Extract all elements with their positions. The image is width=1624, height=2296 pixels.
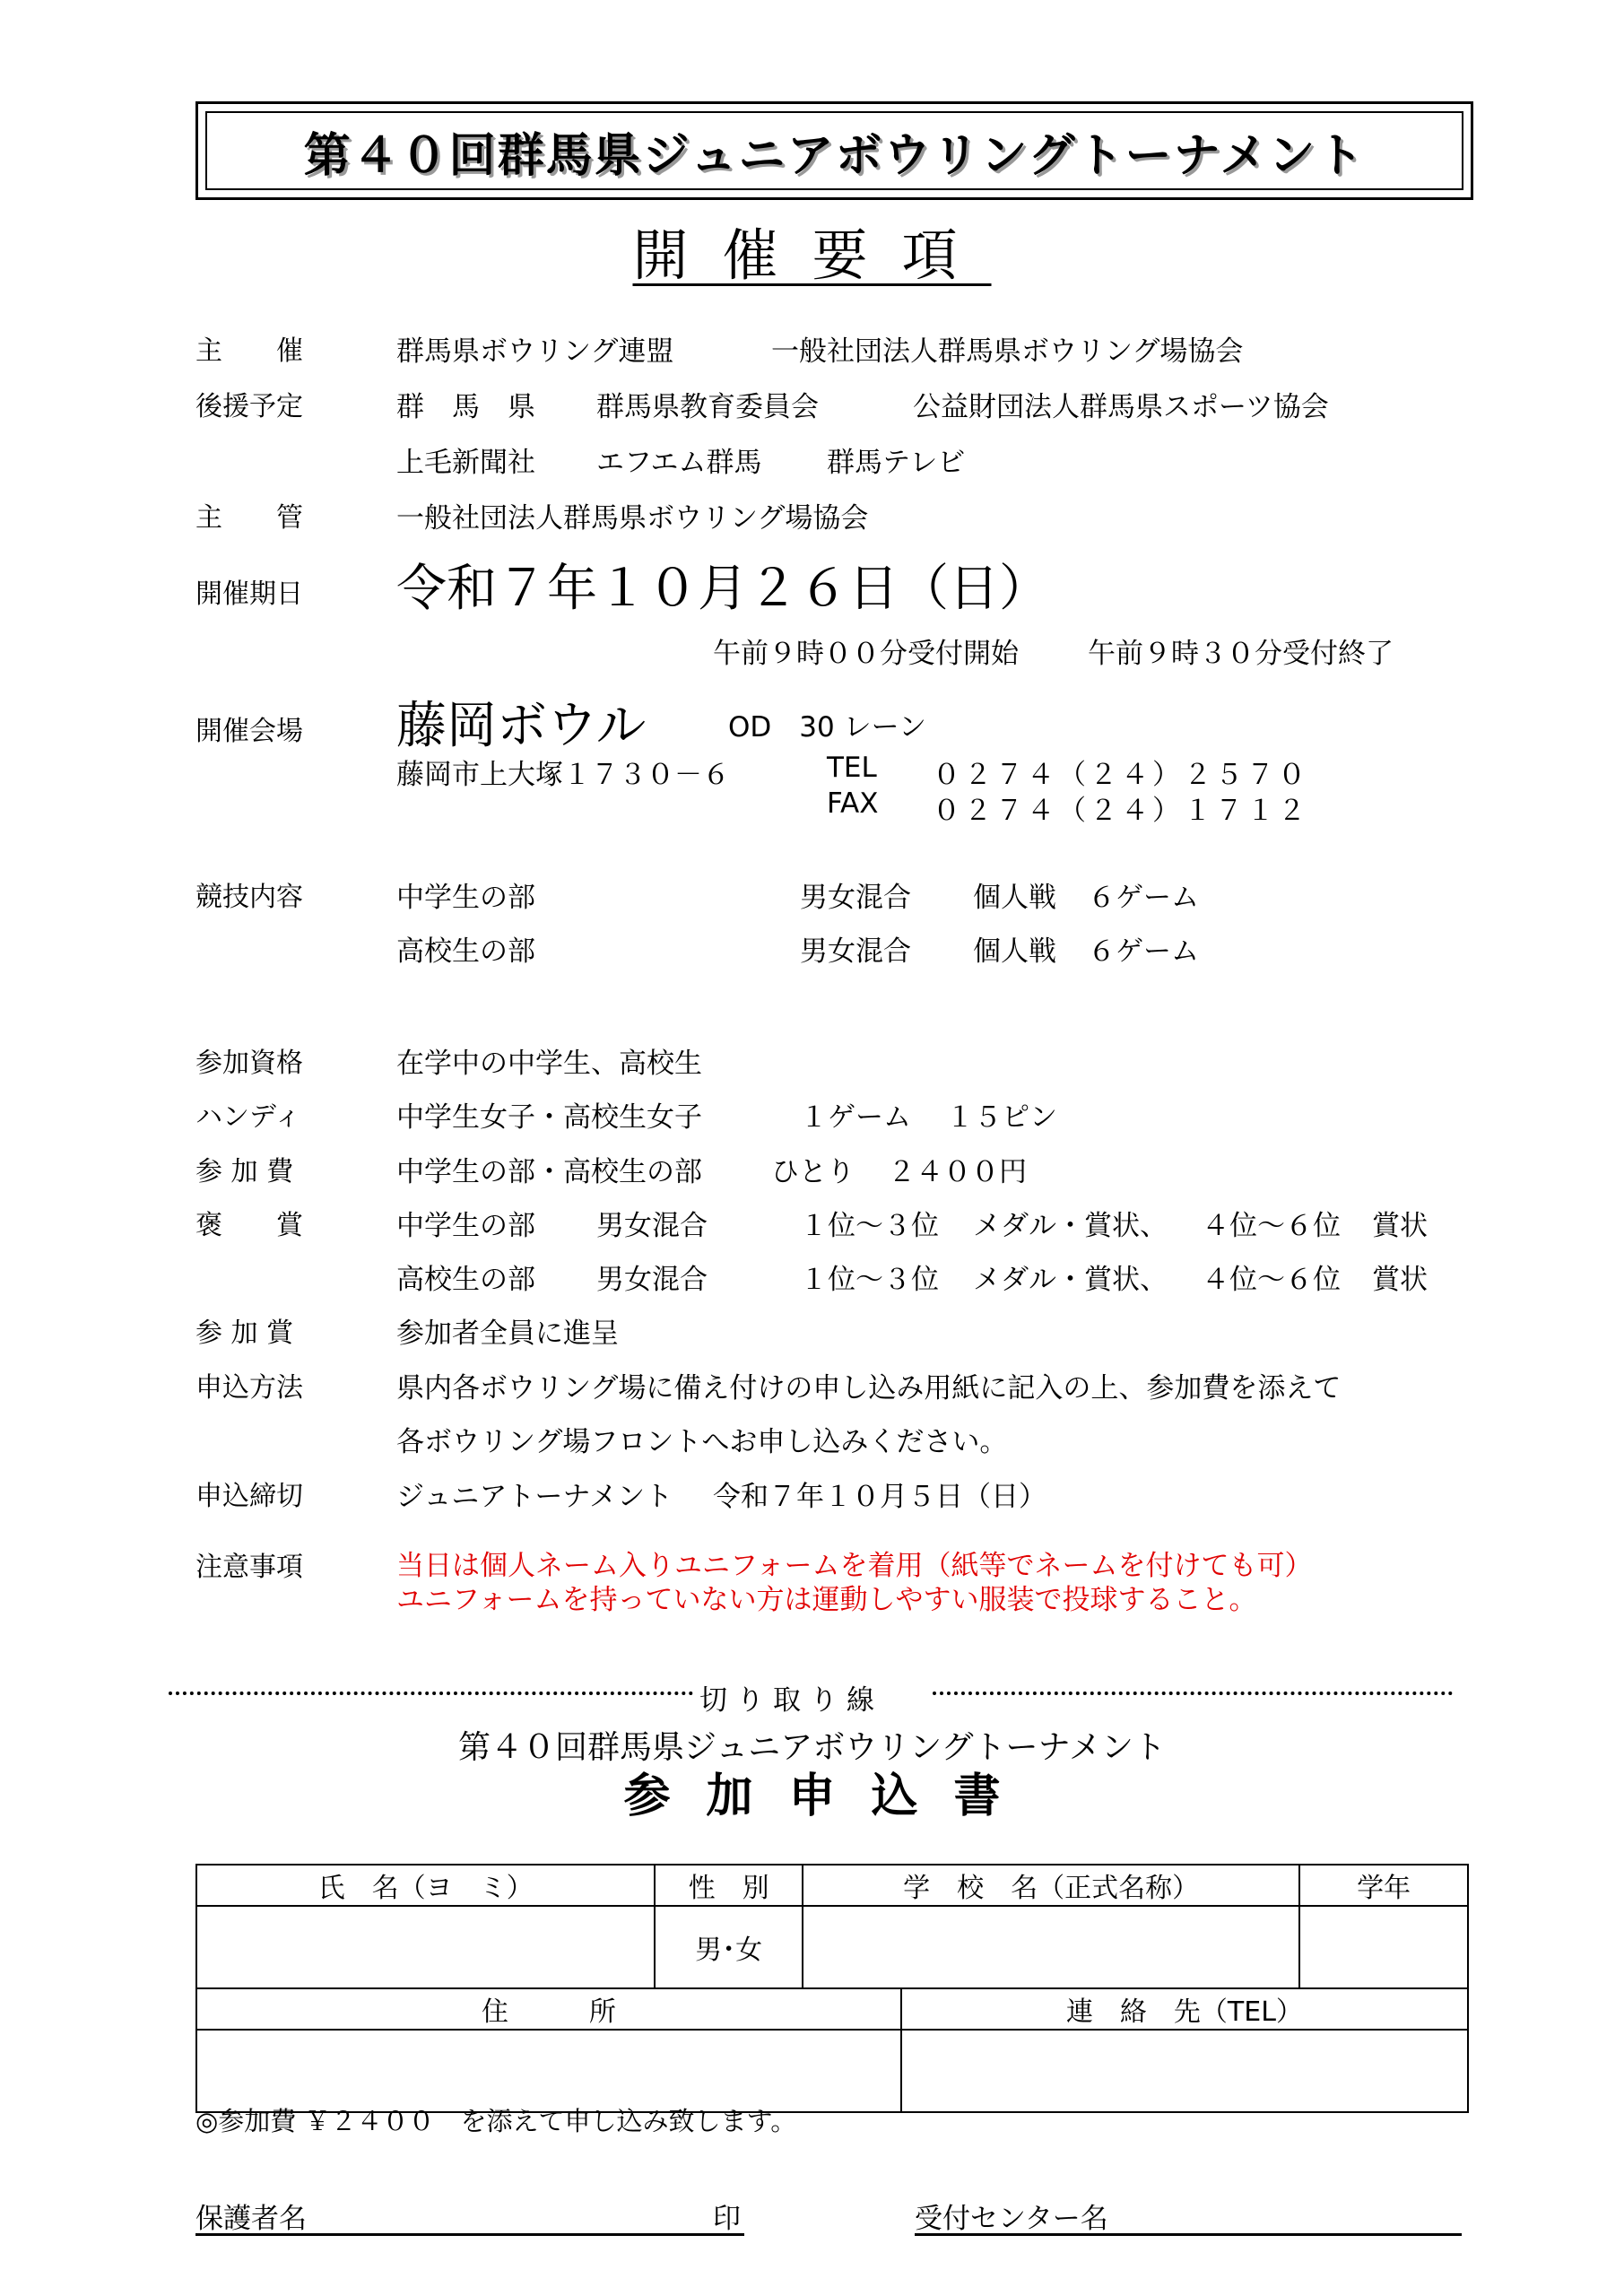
support-1: 群 馬 県 (396, 391, 535, 423)
address-field[interactable] (196, 2030, 901, 2112)
participation-value: 参加者全員に進呈 (396, 1318, 619, 1350)
event-2-games: ６ゲーム (1088, 935, 1199, 968)
support-5: エフエム群馬 (596, 447, 762, 479)
gender-header: 性 別 (655, 1865, 803, 1906)
award-2-rank2: ４位～６位 (1202, 1264, 1341, 1296)
guardian-label: 保護者名 (195, 2203, 307, 2235)
grade-field[interactable] (1299, 1906, 1468, 1988)
event-1-type: 男女混合 (800, 882, 911, 914)
school-header: 学 校 名（正式名称） (803, 1865, 1299, 1906)
handicap-per: １ゲーム (800, 1101, 911, 1134)
eligibility-label: 参加資格 (195, 1048, 303, 1079)
address-header: 住 所 (196, 1988, 901, 2030)
fee-target: 中学生の部・高校生の部 (396, 1156, 702, 1188)
eligibility-value: 在学中の中学生、高校生 (396, 1048, 702, 1080)
deadline-event: ジュニアトーナメント (396, 1481, 673, 1513)
award-1-type: 男女混合 (596, 1210, 708, 1242)
center-signature-line[interactable] (915, 2233, 1462, 2236)
name-header: 氏 名（ヨ ミ） (196, 1865, 655, 1906)
form-title: 参加申込書 (623, 1770, 1037, 1823)
cut-line-left (169, 1692, 693, 1695)
apply-line-2: 各ボウリング場フロントへお申し込みください。 (396, 1426, 1008, 1458)
handicap-pins: １５ピン (946, 1101, 1057, 1134)
document-subtitle (0, 211, 1624, 291)
gender-field[interactable]: 男･女 (655, 1906, 803, 1988)
fee-label: 参 加 費 (195, 1156, 294, 1187)
participation-label: 参 加 賞 (195, 1318, 294, 1349)
subtitle-text: 開催要項 (632, 222, 992, 288)
apply-line-1: 県内各ボウリング場に備え付けの申し込み用紙に記入の上、参加費を添えて (396, 1372, 1342, 1405)
tel-number: ０２７４（２４）２５７０ (933, 759, 1309, 791)
center-label: 受付センター名 (915, 2203, 1108, 2235)
award-1-prize1: メダル・賞状、 (973, 1210, 1168, 1242)
events-label: 競技内容 (195, 882, 303, 913)
form-entry-row (196, 1906, 1468, 1988)
form-event-title: 第４０回群馬県ジュニアボウリングトーナメント (457, 1729, 1167, 1766)
organizer-label: 主 催 (195, 335, 303, 367)
handicap-label: ハンディ (195, 1101, 301, 1133)
event-2-format: 個人戦 (973, 935, 1056, 968)
title-box-inner (205, 111, 1463, 190)
fee-per: ひとり (771, 1156, 855, 1188)
award-2-division: 高校生の部 (396, 1264, 535, 1296)
awards-label: 褒 賞 (195, 1210, 303, 1241)
form-header-row-2 (196, 1988, 1468, 2030)
application-form-table (195, 1864, 1469, 2113)
venue-address: 藤岡市上大塚１７３０－６ (396, 759, 730, 791)
notes-line-1: 当日は個人ネーム入りユニフォームを着用（紙等でネームを付けても可） (396, 1550, 1313, 1582)
award-1-division: 中学生の部 (396, 1210, 535, 1242)
venue-label: 開催会場 (195, 716, 303, 747)
award-1-prize2: 賞状 (1372, 1210, 1428, 1242)
fax-label: FAX (827, 787, 879, 820)
fee-note: ◎参加費 ￥２４００ を添えて申し込み致します。 (195, 2106, 797, 2136)
manager-label: 主 管 (195, 502, 303, 534)
event-1-format: 個人戦 (973, 882, 1056, 914)
organizer-2: 一般社団法人群馬県ボウリング場協会 (771, 335, 1244, 368)
support-3: 公益財団法人群馬県スポーツ協会 (913, 391, 1329, 423)
event-2-division: 高校生の部 (396, 935, 535, 968)
school-field[interactable] (803, 1906, 1299, 1988)
notes-line-2: ユニフォームを持っていない方は運動しやすい服装で投球すること。 (396, 1584, 1257, 1616)
award-1-rank1: １位～３位 (800, 1210, 939, 1242)
contact-header: 連 絡 先（TEL） (901, 1988, 1468, 2030)
manager-value: 一般社団法人群馬県ボウリング場協会 (396, 502, 869, 535)
support-6: 群馬テレビ (827, 447, 966, 479)
notes-label: 注意事項 (195, 1552, 303, 1583)
apply-label: 申込方法 (195, 1372, 303, 1404)
event-1-division: 中学生の部 (396, 882, 535, 914)
date-label: 開催期日 (195, 578, 303, 610)
event-2-type: 男女混合 (800, 935, 911, 968)
reception-start: 午前９時００分受付開始 (713, 638, 1019, 670)
form-entry-row-2 (196, 2030, 1468, 2112)
event-1-games: ６ゲーム (1088, 882, 1199, 914)
venue-lanes: OD 30 レーン (728, 711, 926, 744)
fax-number: ０２７４（２４）１７１２ (933, 795, 1309, 827)
cut-line-label: 切り取り線 (699, 1684, 883, 1717)
contact-field[interactable] (901, 2030, 1468, 2112)
name-field[interactable] (196, 1906, 655, 1988)
date-value: 令和７年１０月２６日（日） (396, 560, 1049, 618)
award-2-type: 男女混合 (596, 1264, 708, 1296)
tel-label: TEL (827, 752, 877, 784)
form-header-row (196, 1865, 1468, 1906)
award-2-rank1: １位～３位 (800, 1264, 939, 1296)
handicap-target: 中学生女子・高校生女子 (396, 1101, 702, 1134)
support-label: 後援予定 (195, 391, 303, 422)
award-2-prize1: メダル・賞状、 (973, 1264, 1168, 1296)
fee-amount: ２４００円 (888, 1156, 1027, 1188)
support-2: 群馬県教育委員会 (596, 391, 819, 423)
title-box (195, 101, 1473, 200)
award-1-rank2: ４位～６位 (1202, 1210, 1341, 1242)
grade-header: 学年 (1299, 1865, 1468, 1906)
guardian-signature-line[interactable] (195, 2233, 744, 2236)
reception-end: 午前９時３０分受付終了 (1088, 638, 1394, 670)
organizer-1: 群馬県ボウリング連盟 (396, 335, 674, 368)
support-4: 上毛新聞社 (396, 447, 535, 479)
deadline-label: 申込締切 (195, 1481, 303, 1512)
document-title: 第４０回群馬県ジュニアボウリングトーナメント (303, 128, 1366, 183)
seal-label: 印 (713, 2203, 741, 2235)
cut-line-right (933, 1692, 1453, 1695)
venue-name: 藤岡ボウル (396, 697, 647, 755)
deadline-date: 令和７年１０月５日（日） (713, 1481, 1046, 1513)
award-2-prize2: 賞状 (1372, 1264, 1428, 1296)
